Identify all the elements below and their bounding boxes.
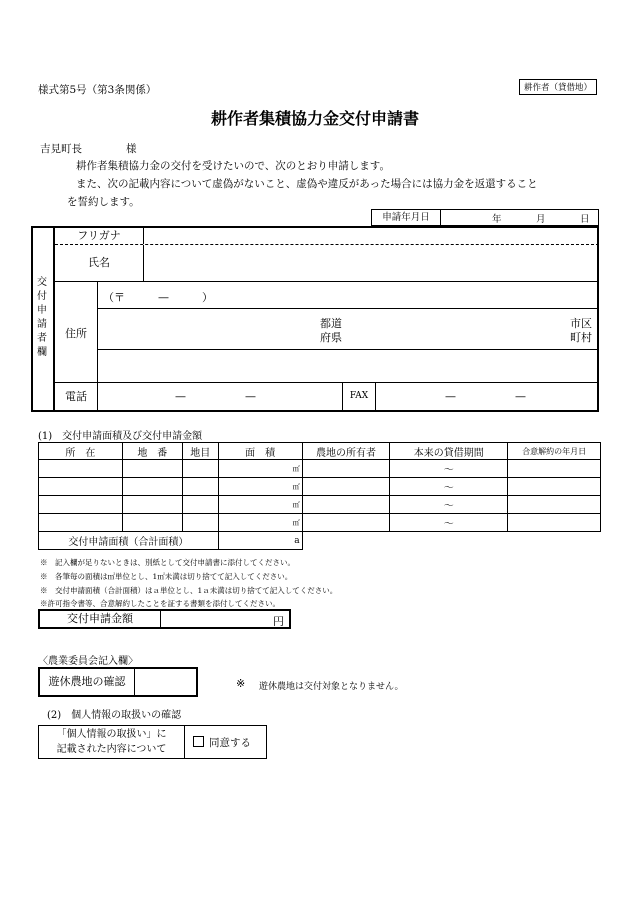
privacy-label-line-2: 記載された内容について (56, 744, 167, 755)
address-label-cell (55, 282, 98, 382)
unit-m2: ㎡ (218, 478, 302, 496)
agree-checkbox-option[interactable] (193, 735, 251, 750)
form-type-tag: 耕作者（貸借地） (519, 79, 597, 95)
postal-row[interactable] (98, 282, 599, 309)
fax-dash-2: — (515, 390, 526, 403)
col-cancel-date: 合意解約の年月日 (508, 443, 601, 460)
phone-dash-2: — (245, 390, 256, 403)
date-year: 年 (492, 214, 502, 225)
prefecture-city-row[interactable] (98, 309, 599, 350)
idle-farmland-input[interactable] (135, 669, 196, 695)
table-row[interactable] (39, 496, 601, 514)
amount-box[interactable] (38, 609, 291, 629)
application-date-row (371, 209, 599, 226)
intro-line-2: また、次の記載内容について虚偽がないこと、虚偽や違反があった場合には協力金を返還すること (76, 178, 538, 190)
municipality-top: 市区 (570, 317, 592, 330)
phone-label: 電話 (55, 383, 98, 410)
unit-m2: ㎡ (218, 460, 302, 478)
committee-note-mark: ※ (236, 677, 246, 690)
total-row (39, 532, 601, 550)
intro-line-3: を誓約します。 (67, 196, 140, 208)
table-row[interactable] (39, 514, 601, 532)
section2-heading: (2) 個人情報の取扱いの確認 (47, 710, 182, 721)
intro-line-1: 耕作者集積協力金の交付を受けたいので、次のとおり申請します。 (76, 160, 390, 172)
idle-farmland-label: 遊休農地の確認 (40, 669, 135, 695)
fax-label: FAX (342, 383, 376, 410)
area-table-header (39, 443, 601, 460)
form-number: 様式第5号（第3条関係） (38, 84, 157, 96)
col-owner: 農地の所有者 (302, 443, 390, 460)
amount-label: 交付申請金額 (40, 611, 161, 627)
address-label: 住所 (65, 327, 87, 340)
address-detail-row[interactable] (98, 350, 599, 382)
furigana-row (55, 228, 599, 245)
committee-note: 遊休農地は交付対象となりません。 (259, 682, 404, 692)
fax-dash-1: — (445, 390, 456, 403)
note-3: ※ 交付申請面積（合計面積）はａ単位とし、1ａ未満は切り捨てて記入してください。 (40, 586, 338, 595)
agree-checkbox[interactable] (193, 736, 204, 747)
prefecture-bottom: 府県 (320, 331, 342, 344)
period-tilde: 〜 (390, 514, 508, 532)
note-4: ※許可指令書等、合意解約したことを証する書類を添付してください。 (40, 599, 280, 608)
furigana-label: フリガナ (55, 228, 144, 244)
col-location: 所 在 (39, 443, 123, 460)
note-1: ※ 記入欄が足りないときは、別紙として交付申請書に添付してください。 (40, 558, 295, 567)
agree-label: 同意する (209, 737, 251, 749)
total-area-unit: a (218, 532, 302, 550)
phone-row (55, 383, 599, 410)
name-label: 氏名 (55, 245, 144, 281)
committee-heading: 〈農業委員会記入欄〉 (38, 656, 138, 667)
period-tilde: 〜 (390, 460, 508, 478)
date-month: 月 (536, 214, 546, 225)
unit-m2: ㎡ (218, 514, 302, 532)
section1-heading: (1) 交付申請面積及び交付申請金額 (38, 431, 203, 442)
address-block (55, 282, 599, 383)
privacy-consent-label (39, 726, 185, 758)
area-table (38, 442, 601, 550)
table-row[interactable] (39, 478, 601, 496)
unit-m2: ㎡ (218, 496, 302, 514)
addressee-name: 吉見町長 (40, 143, 82, 155)
prefecture-top: 都道 (320, 317, 342, 330)
postal-code: （〒 — ） (103, 291, 213, 304)
addressee-honorific: 様 (126, 143, 137, 155)
col-lot-number: 地 番 (122, 443, 182, 460)
municipality-bottom: 町村 (570, 331, 592, 344)
amount-unit: 円 (273, 615, 284, 628)
name-row[interactable] (55, 245, 599, 282)
privacy-label-line-1: 「個人情報の取扱い」に (56, 729, 167, 740)
privacy-consent-box (38, 725, 267, 759)
application-date-label: 申請年月日 (372, 210, 441, 225)
idle-farmland-check-box (38, 667, 198, 697)
note-2: ※ 各筆毎の面積は㎡単位とし、1㎡未満は切り捨てて記入してください。 (40, 572, 293, 581)
col-area: 面 積 (218, 443, 302, 460)
applicant-side-label-cell (33, 228, 55, 410)
page-title: 耕作者集積協力金交付申請書 (210, 109, 419, 128)
col-lease-period: 本来の貸借期間 (390, 443, 508, 460)
total-area-label: 交付申請面積（合計面積） (39, 532, 219, 550)
date-day: 日 (580, 214, 590, 225)
applicant-side-label: 交付申請者欄 (37, 277, 47, 358)
applicant-section (31, 226, 599, 412)
col-land-category: 地目 (182, 443, 218, 460)
period-tilde: 〜 (390, 496, 508, 514)
table-row[interactable] (39, 460, 601, 478)
period-tilde: 〜 (390, 478, 508, 496)
addressee (40, 141, 137, 156)
phone-dash-1: — (175, 390, 186, 403)
